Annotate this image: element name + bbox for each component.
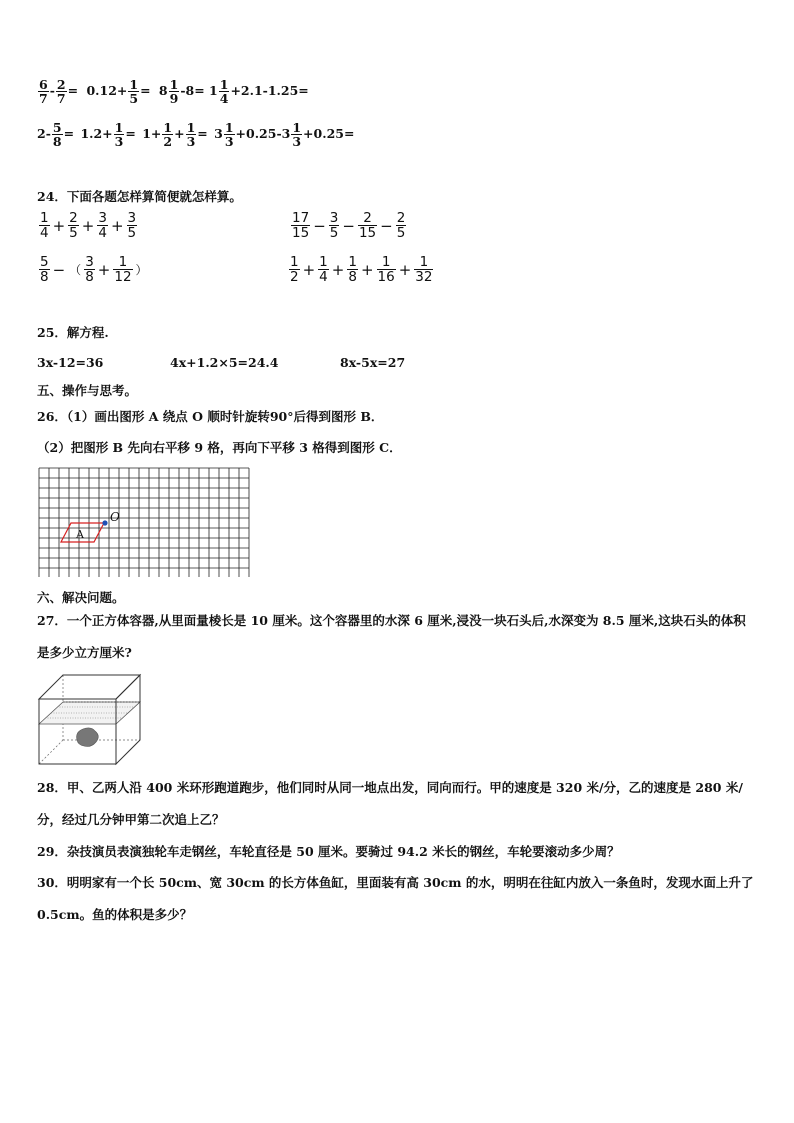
question-26-part-2: （2）把图形 B 先向右平移 9 格，再向下平移 3 格得到图形 C． xyxy=(37,440,402,455)
question-30-text: 30．明明家有一个长 50cm、宽 30cm 的长方体鱼缸，里面装有高 30cm 的水，明明在往缸内放入一条鱼时，发现水面上升了 0.5cm。鱼的体积是多少？ xyxy=(37,875,754,922)
label-a: A xyxy=(76,528,84,541)
q24-expression-4: $\frac{1}{2}$ + $\frac{1}{4}$ + $\frac{1}{8}$ + $\frac{1}{16}$ + $\frac{1}{32}$ xyxy=(290,254,433,286)
fraction: $\frac{1}{4}$ xyxy=(219,77,229,107)
question-25-title: 25．解方程. xyxy=(37,325,109,340)
question-26-part-1: 26．（1）画出图形 A 绕点 O 顺时针旋转90°后得到图形 B． xyxy=(37,409,384,424)
calc-row-2: 2- $\frac{5}{8}$ = 1.2+ $\frac{1}{3}$ = 1+ $\frac{1}{2}$ + $\frac{1}{3}$ = 3 $\frac{1}{3}$ +0.25-3 $\frac{1}{3}$ +0.25= xyxy=(37,120,355,150)
q24-expression-2: $\frac{17}{15}$ − $\frac{3}{5}$ − $\frac{2}{15}$ − $\frac{2}{5}$ xyxy=(292,210,406,242)
fraction: $\frac{1}{3}$ xyxy=(224,120,234,150)
fraction: $\frac{5}{8}$ xyxy=(52,120,62,150)
fraction: $\frac{1}{9}$ xyxy=(169,77,179,107)
fraction: $\frac{2}{7}$ xyxy=(56,77,66,107)
square-grid-figure xyxy=(38,467,254,577)
question-27-text: 27．一个正方体容器,从里面量棱长是 10 厘米。这个容器里的水深 6 厘米,浸没一块石头后,水深变为 8.5 厘米,这块石头的体积是多少立方厘米? xyxy=(37,613,746,660)
equation-2: 4x+1.2×5=24.4 xyxy=(170,355,279,370)
stone-shape xyxy=(77,728,99,747)
fraction: $\frac{1}{2}$ xyxy=(163,120,173,150)
question-29-text: 29．杂技演员表演独轮车走钢丝，车轮直径是 50 厘米。要骑过 94.2 米长的钢丝，车轮要滚动多少周？ xyxy=(37,844,620,859)
calc-row-1: $\frac{6}{7}$ - $\frac{2}{7}$ = 0.12+ $\frac{1}{5}$ = 8 $\frac{1}{9}$ -8= 1 $\frac{1}{4}$ +2.1-1.25= xyxy=(39,77,309,107)
question-24-title: 24．下面各题怎样算简便就怎样算。 xyxy=(37,189,242,204)
q24-expression-1: $\frac{1}{4}$ + $\frac{2}{5}$ + $\frac{3}{4}$ + $\frac{3}{5}$ xyxy=(40,210,137,242)
fraction: $\frac{1}{3}$ xyxy=(292,120,302,150)
cube-container-figure xyxy=(37,672,143,768)
fraction: $\frac{1}{3}$ xyxy=(114,120,124,150)
section-5-title: 五、操作与思考。 xyxy=(37,383,138,398)
section-6-title: 六、解决问题。 xyxy=(37,590,125,605)
equation-3: 8x-5x=27 xyxy=(340,355,406,370)
question-28-text: 28．甲、乙两人沿 400 米环形跑道跑步，他们同时从同一地点出发，同向而行。甲的速度是 320 米/分，乙的速度是 280 米/分，经过几分钟甲第二次追上乙？ xyxy=(37,780,743,827)
q24-expression-3: $\frac{5}{8}$ − （ $\frac{3}{8}$ + $\frac{1}{12}$ ） xyxy=(40,254,148,286)
fraction: $\frac{1}{5}$ xyxy=(129,77,139,107)
point-o xyxy=(102,520,107,525)
equation-1: 3x-12=36 xyxy=(37,355,104,370)
fraction: $\frac{6}{7}$ xyxy=(39,77,48,107)
label-o: O xyxy=(110,510,120,524)
fraction: $\frac{1}{3}$ xyxy=(186,120,196,150)
